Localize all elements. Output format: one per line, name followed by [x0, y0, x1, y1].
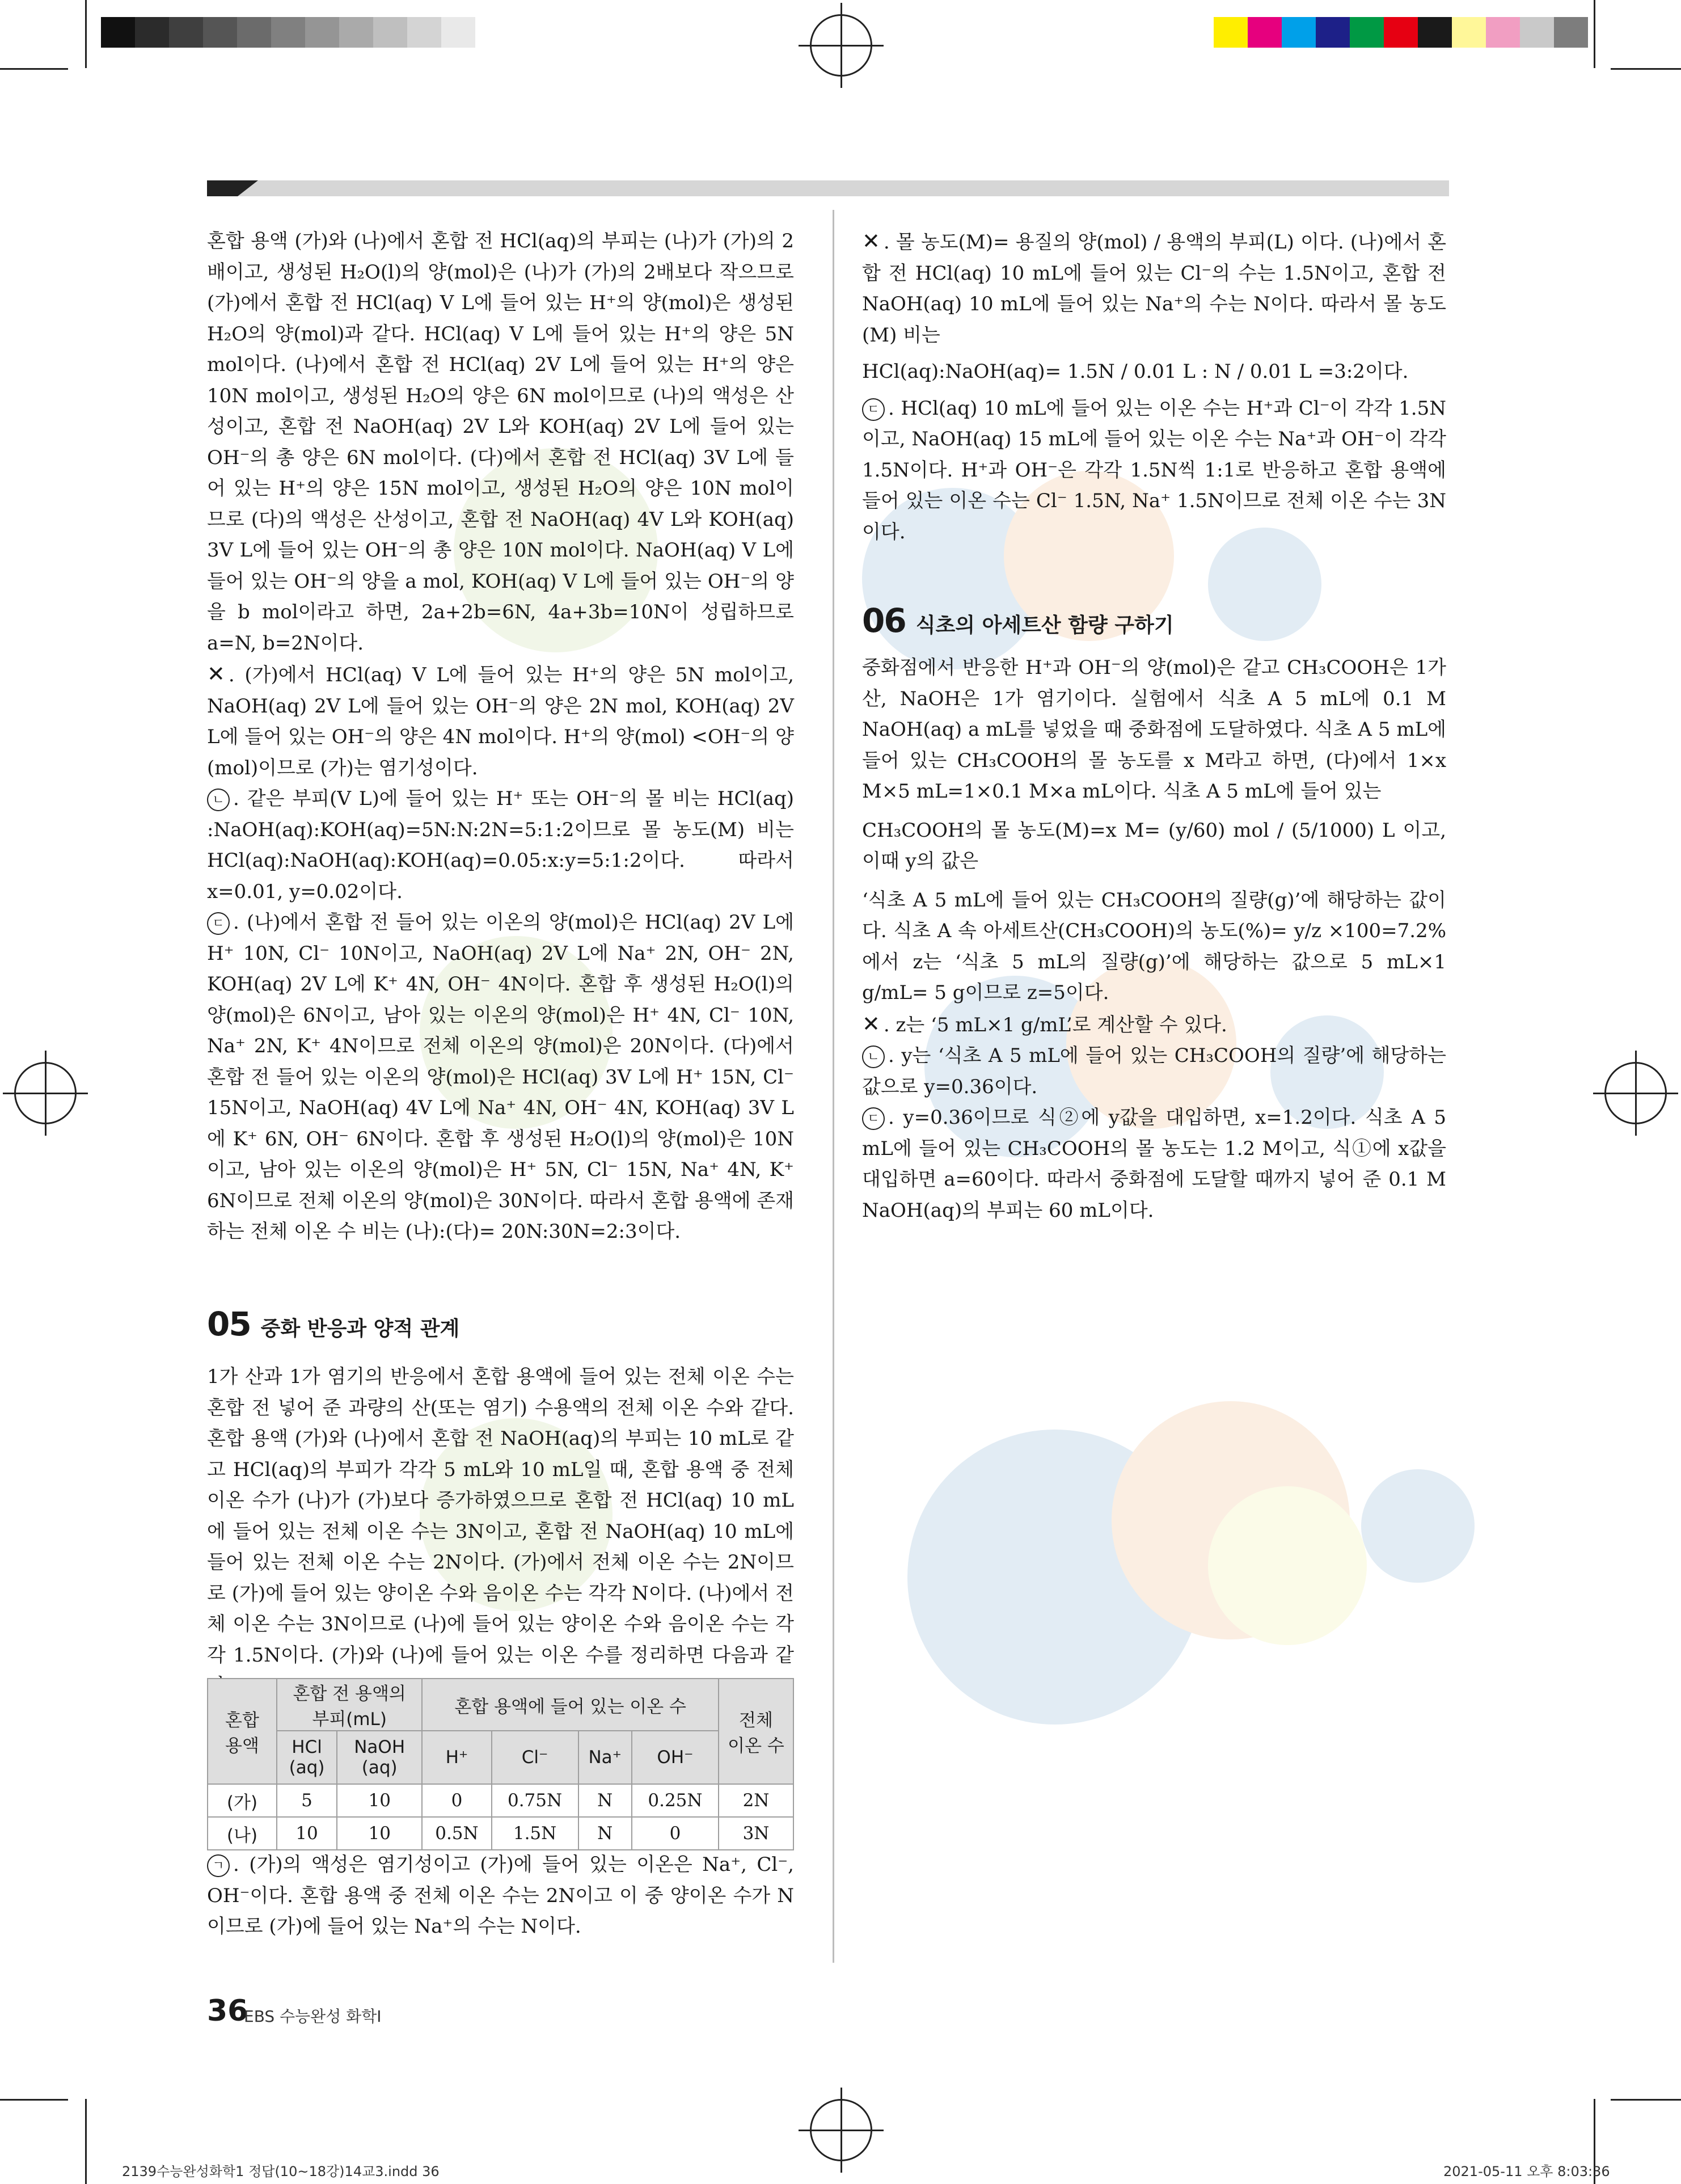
- footer-title: EBS 수능완성 화학Ⅰ: [244, 2007, 382, 2026]
- ion-count-table: [207, 1678, 794, 1850]
- color-swatch: [1248, 17, 1282, 48]
- slug-date: 2021-05-11 오후 8:03:36: [1443, 2164, 1610, 2179]
- section-title: 식초의 아세트산 함량 구하기: [915, 614, 1174, 637]
- gray-swatch-strip: [101, 17, 475, 48]
- color-swatch: [237, 17, 271, 48]
- right-equation-1: HCl(aq):NaOH(aq)= 1.5N / 0.01 L : N / 0.01 L =3:2이다.: [862, 360, 1409, 383]
- color-swatch: [1350, 17, 1384, 48]
- section-05-heading: [207, 1305, 459, 1343]
- right-paragraph-4: ‘식초 A 5 mL에 들어 있는 CH₃COOH의 질량(g)’에 해당하는 값이다. 식초 A 속 아세트산(CH₃COOH)의 농도(%)= y/z ×100=7.2%에서 z는 ‘식초 5 mL의 질량(g)’에 해당하는 값으로 5 mL×1 g/mL= 5 g이므로 z=5이다.: [862, 888, 1446, 1004]
- left-paragraph-2: ✕ . (가)에서 HCl(aq) V L에 들어 있는 H⁺의 양은 5N mol이고, NaOH(aq) 2V L에 들어 있는 OH⁻의 양은 2N mol, KOH(aq) 2V L에 들어 있는 OH⁻의 양은 4N mol이다. H⁺의 양(mol) <OH⁻의 양(mol)이므로 (가)는 염기성이다.: [207, 661, 794, 779]
- circled-d-icon: ㄷ: [207, 912, 230, 935]
- header-bar: [207, 180, 1449, 196]
- right-column-top: [862, 226, 1446, 547]
- crop-mark: [0, 68, 68, 70]
- th-total: 전체 이온 수: [719, 1679, 793, 1784]
- circled-g-icon: ㄱ: [207, 1854, 230, 1877]
- circled-n-icon: ㄴ: [862, 1045, 885, 1068]
- th-naoh: NaOH (aq): [337, 1731, 422, 1784]
- right-paragraph-2: ㄷ . HCl(aq) 10 mL에 들어 있는 이온 수는 H⁺과 Cl⁻이 각각 1.5N이고, NaOH(aq) 15 mL에 들어 있는 이온 수는 Na⁺과 OH⁻이 각각 1.5N이다. H⁺과 OH⁻은 각각 1.5N씩 1:1로 반응하고 혼합 용액에 들어 있는 이온 수는 Cl⁻ 1.5N, Na⁺ 1.5N이므로 전체 이온 수는 3N이다.: [862, 397, 1446, 543]
- color-swatch: [1520, 17, 1554, 48]
- left-paragraph-4: ㄷ . (나)에서 혼합 전 들어 있는 이온의 양(mol)은 HCl(aq) 2V L에 H⁺ 10N, Cl⁻ 10N이고, NaOH(aq) 2V L에 Na⁺ 2N, OH⁻ 2N, KOH(aq) 2V L에 K⁺ 4N, OH⁻ 4N이다. 혼합 후 생성된 H₂O(l)의 양(mol)은 6N이고, 남아 있는 이온의 양(mol)은 H⁺ 4N, Cl⁻ 10N, Na⁺ 2N, K⁺ 4N이므로 전체 이온의 양(mol)은 20N이다. (다)에서 혼합 전 들어 있는 이온의 양(mol)은 HCl(aq) 3V L에 H⁺ 15N, Cl⁻ 15N이고, NaOH(aq) 4V L에 Na⁺ 4N, OH⁻ 4N, KOH(aq) 3V L에 K⁺ 6N, OH⁻ 6N이다. 혼합 후 생성된 H₂O(l)의 양(mol)은 10N이고, 남아 있는 이온의 양(mol)은 H⁺ 5N, Cl⁻ 15N, Na⁺ 4N, K⁺ 6N이므로 전체 이온의 양(mol)은 30N이다. 따라서 혼합 용액에 존재하는 전체 이온 수 비는 (나):(다)= 20N:30N=2:3이다.: [207, 911, 794, 1243]
- left-paragraph-1: 혼합 용액 (가)와 (나)에서 혼합 전 HCl(aq)의 부피는 (나)가 (가)의 2배이고, 생성된 H₂O(l)의 양(mol)은 (나)가 (가)의 2배보다 작으므로 (가)에서 혼합 전 HCl(aq) V L에 들어 있는 H⁺의 양(mol)은 생성된 H₂O의 양(mol)과 같다. HCl(aq) V L에 들어 있는 H⁺의 양은 5N mol이다. (나)에서 혼합 전 HCl(aq) 2V L에 들어 있는 H⁺의 양은 10N mol이고, 생성된 H₂O의 양은 6N mol이므로 (나)의 액성은 산성이고, 혼합 전 NaOH(aq) 2V L와 KOH(aq) 2V L에 들어 있는 OH⁻의 총 양은 6N mol이다. (다)에서 혼합 전 HCl(aq) 3V L에 들어 있는 H⁺의 양은 15N mol이고, 생성된 H₂O의 양은 10N mol이므로 (다)의 액성은 산성이고, 혼합 전 NaOH(aq) 4V L와 KOH(aq) 3V L에 들어 있는 OH⁻의 총 양은 10N mol이다. NaOH(aq) V L에 들어 있는 OH⁻의 양을 a mol, KOH(aq) V L에 들어 있는 OH⁻의 양을 b mol이라고 하면, 2a+2b=6N, 4a+3b=10N이 성립하므로 a=N, b=2N이다.: [207, 230, 794, 655]
- left-paragraph-5: 1가 산과 1가 염기의 반응에서 혼합 용액에 들어 있는 전체 이온 수는 혼합 전 넣어 준 과량의 산(또는 염기) 수용액의 전체 이온 수와 같다. 혼합 용액 (가)와 (나)에서 혼합 전 NaOH(aq)의 부피는 10 mL로 같고 HCl(aq)의 부피가 각각 5 mL와 10 mL일 때, 혼합 용액 중 전체 이온 수가 (나)가 (가)보다 증가하였으므로 혼합 전 HCl(aq) 10 mL에 들어 있는 전체 이온 수는 3N이고, 혼합 전 NaOH(aq) 10 mL에 들어 있는 전체 이온 수는 2N이다. (가)에서 전체 이온 수는 2N이므로 (가)에 들어 있는 양이온 수와 음이온 수는 각각 N이다. (나)에서 전체 이온 수는 3N이므로 (나)에 들어 있는 양이온 수와 음이온 수는 각각 1.5N이다. (가)와 (나)에 들어 있는 이온 수를 정리하면 다음과 같: [207, 1365, 794, 1667]
- color-swatch: [135, 17, 169, 48]
- right-paragraph-6: ㄴ . y는 ‘식초 A 5 mL에 들어 있는 CH₃COOH의 질량’에 해당하는 값으로 y=0.36이다.: [862, 1044, 1446, 1098]
- color-swatch: [1554, 17, 1588, 48]
- section-number: 05: [207, 1305, 251, 1343]
- th-mix: 혼합 용액: [208, 1679, 277, 1784]
- wrong-mark-icon: ✕: [207, 661, 225, 686]
- th-oh: OH⁻: [632, 1731, 719, 1784]
- section-06-heading: [862, 601, 1174, 640]
- right-paragraph-3: 중화점에서 반응한 H⁺과 OH⁻의 양(mol)은 같고 CH₃COOH은 1가 산, NaOH은 1가 염기이다. 실험에서 식초 A 5 mL에 0.1 M NaOH(aq) a mL를 넣었을 때 중화점에 도달하였다. 식초 A 5 mL에 들어 있는 CH₃COOH의 몰 농도를 x M라고 하면, (다)에서 1×x M×5 mL=1×0.1 M×a mL이다. 식초 A 5 mL에 들어 있는: [862, 656, 1446, 803]
- color-swatch: [1214, 17, 1248, 48]
- left-column: [207, 226, 794, 1247]
- section-number: 06: [862, 601, 906, 640]
- color-swatch: [271, 17, 305, 48]
- crop-mark: [1611, 2099, 1681, 2101]
- color-swatch: [339, 17, 373, 48]
- section-05-body: [207, 1361, 794, 1702]
- th-hcl: HCl (aq): [277, 1731, 337, 1784]
- wrong-mark-icon: ✕: [862, 229, 880, 254]
- crop-mark: [1611, 68, 1681, 70]
- crop-mark: [85, 0, 87, 68]
- table-row: (가) 5 10 0 0.75N N 0.25N 2N: [208, 1784, 793, 1817]
- color-swatch: [1384, 17, 1418, 48]
- th-volume: 혼합 전 용액의 부피(mL): [277, 1679, 422, 1731]
- table-row: (나) 10 10 0.5N 1.5N N 0 3N: [208, 1817, 793, 1850]
- color-swatch: [1316, 17, 1350, 48]
- th-ions: 혼합 용액에 들어 있는 이온 수: [422, 1679, 719, 1731]
- color-swatch: [305, 17, 339, 48]
- th-cl: Cl⁻: [492, 1731, 578, 1784]
- th-na: Na⁺: [578, 1731, 632, 1784]
- color-swatch: [441, 17, 475, 48]
- left-paragraph-6: ㄱ . (가)의 액성은 염기성이고 (가)에 들어 있는 이온은 Na⁺, Cl⁻, OH⁻이다. 혼합 용액 중 전체 이온 수는 2N이고 이 중 양이온 수가 N이므로 (가)에 들어 있는 Na⁺의 수는 N이다.: [207, 1853, 794, 1938]
- column-divider: [833, 210, 834, 1963]
- color-swatch: [169, 17, 203, 48]
- color-swatch-strip: [1214, 17, 1588, 48]
- color-swatch: [1282, 17, 1316, 48]
- crop-mark: [1594, 0, 1595, 68]
- color-swatch: [373, 17, 407, 48]
- wrong-mark-icon: ✕: [862, 1011, 880, 1036]
- crop-mark: [0, 2099, 68, 2101]
- section-title: 중화 반응과 양적 관계: [260, 1317, 460, 1340]
- color-swatch: [101, 17, 135, 48]
- slug-file-name: 2139수능완성화학1 정답(10~18강)14교3.indd 36: [122, 2164, 440, 2179]
- color-swatch: [203, 17, 237, 48]
- circled-d-icon: ㄷ: [862, 1107, 885, 1130]
- right-paragraph-1: ✕ . 몰 농도(M)= 용질의 양(mol) / 용액의 부피(L) 이다. (나)에서 혼합 전 HCl(aq) 10 mL에 들어 있는 Cl⁻의 수는 1.5N이고, 혼합 전 NaOH(aq) 10 mL에 들어 있는 Na⁺의 수는 N이다. 따라서 몰 농도(M) 비는: [862, 229, 1446, 347]
- left-paragraph-3: ㄴ . 같은 부피(V L)에 들어 있는 H⁺ 또는 OH⁻의 몰 비는 HCl(aq) :NaOH(aq):KOH(aq)=5N:N:2N=5:1:2이므로 몰 농도(M) 비는 HCl(aq):NaOH(aq):KOH(aq)=0.05:x:y=5:1:2이다. 따라서 x=0.01, y=0.02이다.: [207, 787, 794, 903]
- section-06-body: [862, 652, 1446, 1226]
- right-paragraph-5: ✕ . z는 ‘5 mL×1 g/mL’로 계산할 수 있다.: [862, 1011, 1227, 1036]
- circled-n-icon: ㄴ: [207, 789, 230, 811]
- page-number: 36: [207, 1994, 248, 2028]
- color-swatch: [1418, 17, 1452, 48]
- section-05-answer: [207, 1849, 794, 1942]
- th-h: H⁺: [422, 1731, 491, 1784]
- color-swatch: [1486, 17, 1520, 48]
- color-swatch: [1452, 17, 1486, 48]
- circled-d-icon: ㄷ: [862, 398, 885, 421]
- color-swatch: [407, 17, 441, 48]
- right-paragraph-7: ㄷ . y=0.36이므로 식②에 y값을 대입하면, x=1.2이다. 식초 A 5 mL에 들어 있는 CH₃COOH의 몰 농도는 1.2 M이고, 식①에 x값을 대입하면 a=60이다. 따라서 중화점에 도달할 때까지 넣어 준 0.1 M NaOH(aq)의 부피는 60 mL이다.: [862, 1106, 1446, 1222]
- right-equation-2: CH₃COOH의 몰 농도(M)=x M= (y/60) mol / (5/1000) L 이고, 이때 y의 값은: [862, 819, 1446, 872]
- crop-mark: [85, 2099, 87, 2184]
